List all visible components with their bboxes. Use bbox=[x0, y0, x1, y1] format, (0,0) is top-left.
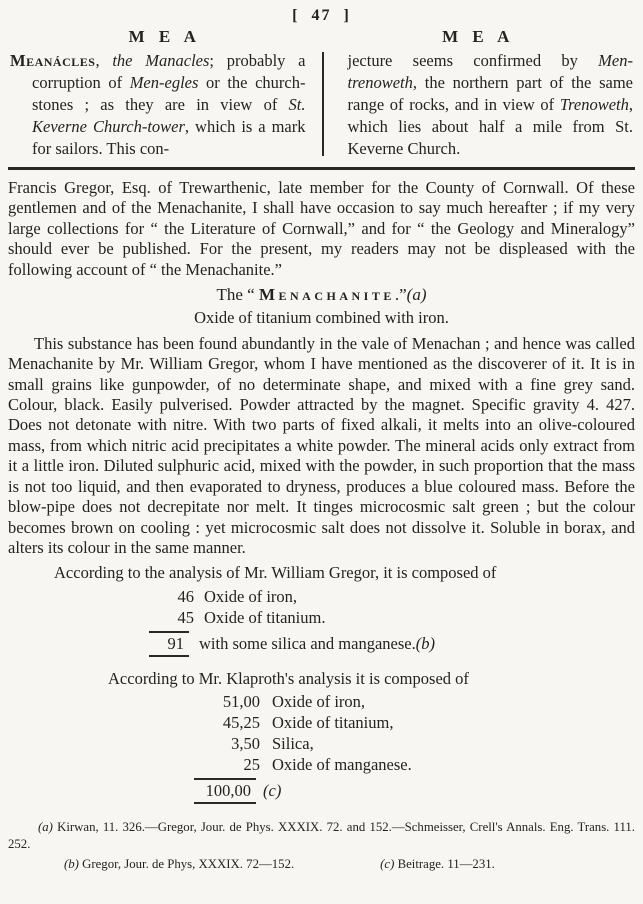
footnote-text: Kirwan, 11. 326.—Gregor, Jour. de Phys. XXXIX. 72. and 152.—Schmeisser, Crell's Annals. Eng. Trans. 111. 252. bbox=[8, 820, 635, 851]
footnote-text: Beitrage. 11—231. bbox=[394, 857, 495, 872]
row-value: 3,50 bbox=[231, 734, 260, 754]
analysis-total-row bbox=[158, 631, 635, 657]
footnote-row bbox=[64, 856, 635, 873]
analysis-row bbox=[204, 712, 635, 733]
analysis-row bbox=[204, 733, 635, 754]
footnote-ref-c: (c) bbox=[263, 781, 282, 801]
footnote-marker: (b) bbox=[64, 857, 79, 872]
row-label: Oxide of titanium. bbox=[204, 607, 326, 627]
klaproth-analysis-table bbox=[8, 691, 635, 804]
row-label: Oxide of manganese. bbox=[272, 755, 412, 775]
footnote-marker: (c) bbox=[380, 857, 395, 872]
description-paragraph: This substance has been found abundantly in the vale of Menachan ; and hence was called Menachanite by Mr. William Gregor, whom I have mentioned as the discoverer of it. It is in small grains like gunpowder, of no determinate shape, and mixed with a fine grey sand. Colour, black. Easily pulverised. Powder attracted by the magnet. Specific gravity 4. 427. Does not detonate with nitre. With two parts of fixed alkali, it melts into an olive-coloured mass, from which nitric acid precipitates a white powder. The mineral acids only extract from it a little iron. Diluted sulphuric acid, mixed with the powder, in such proportion that the mass is not too liquid, and then evaporated to dryness, produces a blue coloured mass. Before the blow-pipe does not decrepitate nor melt. It tinges microcosmic salt green ; but the colour becomes brown on cooling : yet microcosmic salt does not dissolve it. Soluble in borax, and alters its colour in the same manner. bbox=[8, 333, 635, 557]
total-value: 100,00 bbox=[194, 778, 256, 804]
total-value: 91 bbox=[149, 631, 189, 657]
footnote-a bbox=[8, 819, 635, 852]
column-divider-rule bbox=[322, 52, 324, 156]
footnote-b bbox=[64, 856, 294, 873]
running-head-right: M E A bbox=[442, 27, 515, 46]
footnote-marker: (a) bbox=[38, 820, 53, 835]
row-label: Oxide of iron, bbox=[204, 586, 298, 606]
article-body bbox=[8, 178, 635, 804]
analysis-row bbox=[204, 691, 635, 712]
dictionary-entry-right: jecture seems confirmed by Men-trenoweth, the northern part of the same range of rocks, and in view of Trenoweth, which lies about half a mile from St. Keverne Church. bbox=[347, 51, 633, 158]
row-label: Oxide of titanium, bbox=[272, 713, 394, 733]
footnote-text: Gregor, Jour. de Phys, XXXIX. 72—152. bbox=[78, 857, 295, 872]
row-value: 45 bbox=[177, 607, 194, 627]
article-subtitle: Oxide of titanium combined with iron. bbox=[194, 308, 449, 328]
total-label: with some silica and manganese. bbox=[199, 633, 416, 653]
row-value: 45,25 bbox=[222, 713, 260, 733]
gregor-analysis-table bbox=[8, 586, 635, 657]
row-label: Oxide of iron, bbox=[272, 692, 366, 712]
row-value: 25 bbox=[243, 755, 260, 775]
running-head-left: M E A bbox=[128, 27, 201, 46]
dictionary-entry-left: Meanácles, the Manacles; probably a corruption of Men-egles or the church-stones ; as they are in view of St. Keverne Church-tower, which is a mark for sailors. This con- bbox=[10, 51, 306, 158]
analysis-total-row bbox=[204, 778, 635, 804]
article-title: The “ Menachanite.”(a) bbox=[216, 285, 427, 305]
klaproth-analysis-intro: According to Mr. Klaproth's analysis it is composed of bbox=[108, 668, 469, 688]
footnote-c bbox=[380, 856, 495, 873]
dictionary-columns bbox=[8, 50, 635, 160]
scanned-book-page bbox=[8, 7, 635, 904]
page-number: [ 47 ] bbox=[292, 7, 351, 24]
analysis-row bbox=[158, 586, 635, 607]
row-value: 46 bbox=[177, 586, 194, 606]
intro-paragraph: Francis Gregor, Esq. of Trewarthenic, late member for the County of Cornwall. Of these gentlemen and of the Menachanite, I shall have occasion to say much hereafter ; if my very large collections for “ the Literature of Cornwall,” and for “ the Geology and Mineralogy” should ever be published. For the present, my readers may not be displeased with the following account of “ the Menachanite.” bbox=[8, 178, 635, 279]
footnotes bbox=[8, 819, 635, 873]
section-divider-rule bbox=[8, 167, 635, 170]
analysis-row bbox=[204, 754, 635, 775]
running-heads bbox=[8, 27, 635, 47]
analysis-row bbox=[158, 607, 635, 628]
gregor-analysis-intro: According to the analysis of Mr. William Gregor, it is composed of bbox=[54, 563, 497, 583]
row-label: Silica, bbox=[272, 734, 314, 754]
footnote-ref-b: (b) bbox=[415, 633, 435, 653]
row-value: 51,00 bbox=[222, 692, 260, 712]
